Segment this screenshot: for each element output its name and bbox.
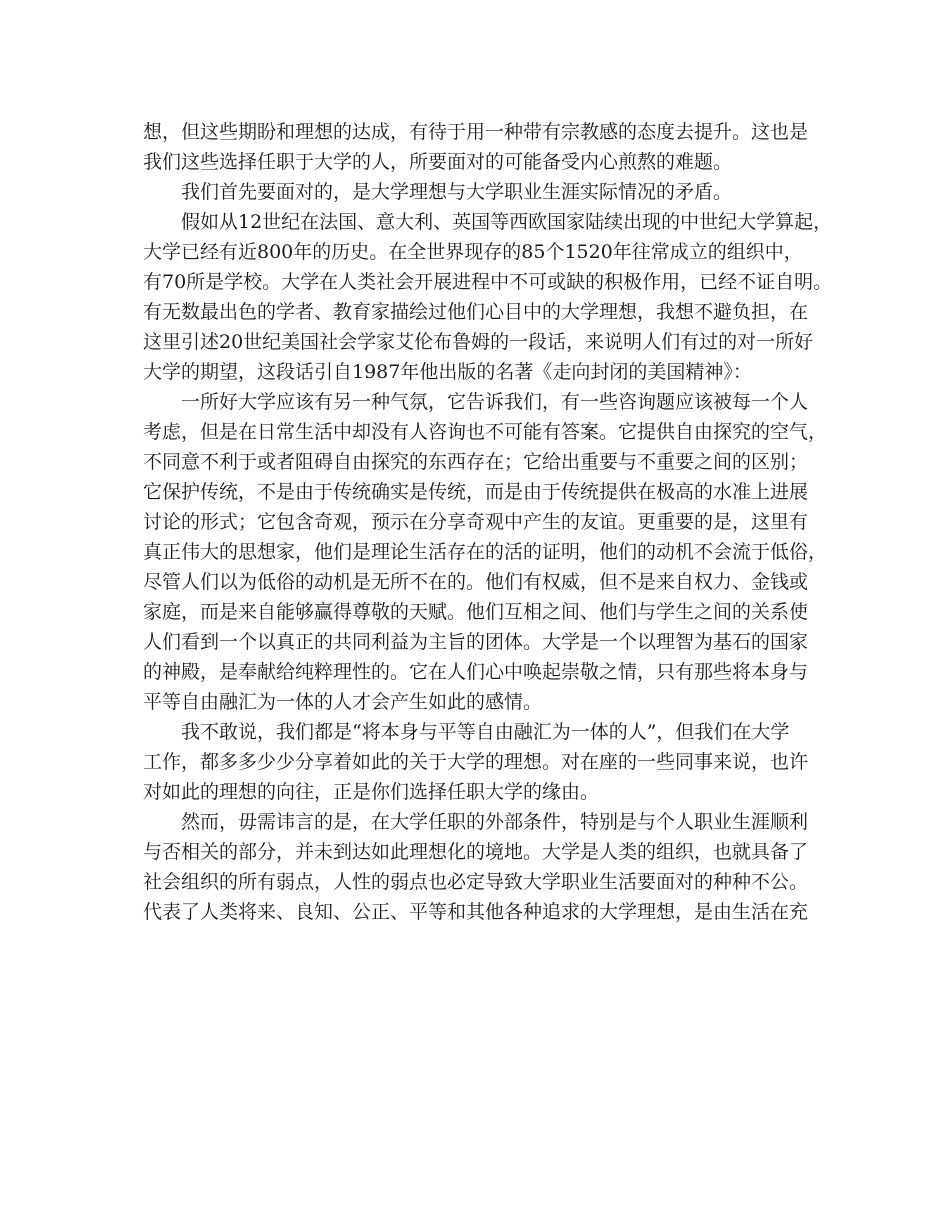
text-line: 我不敢说，我们都是“将本身与平等自由融汇为一体的人”，但我们在大学 bbox=[181, 721, 790, 743]
text-line: 讨论的形式；它包含奇观，预示在分享奇观中产生的友谊。更重要的是，这里有 bbox=[143, 511, 809, 533]
text-line: 人们看到一个以真正的共同利益为主旨的团体。大学是一个以理智为基石的国家 bbox=[143, 631, 809, 653]
text-line: 工作，都多多少少分享着如此的关于大学的理想。对在座的一些同事来说，也许 bbox=[143, 751, 809, 773]
text-line: 有无数最出色的学者、教育家描绘过他们心目中的大学理想，我想不避负担，在 bbox=[143, 301, 809, 323]
text-line: 然而，毋需讳言的是，在大学任职的外部条件，特别是与个人职业生涯顺利 bbox=[181, 811, 809, 833]
text-line: 大学已经有近800年的历史。在全世界现存的85个1520年往常成立的组织中， bbox=[143, 241, 803, 263]
text-line: 家庭，而是来自能够赢得尊敬的天赋。他们互相之间、他们与学生之间的关系使 bbox=[143, 601, 809, 623]
document-body bbox=[143, 117, 833, 927]
text-line: 代表了人类将来、良知、公正、平等和其他各种追求的大学理想，是由生活在充 bbox=[143, 901, 809, 923]
text-line: 考虑，但是在日常生活中却没有人咨询也不可能有答案。它提供自由探究的空气， bbox=[143, 421, 828, 443]
text-line: 这里引述20世纪美国社会学家艾伦布鲁姆的一段话，来说明人们有过的对一所好 bbox=[143, 331, 814, 353]
text-line: 的神殿，是奉献给纯粹理性的。它在人们心中唤起崇敬之情，只有那些将本身与 bbox=[143, 661, 809, 683]
text-line: 假如从12世纪在法国、意大利、英国等西欧国家陆续出现的中世纪大学算起， bbox=[181, 211, 833, 233]
text-line: 不同意不利于或者阻碍自由探究的东西存在；它给出重要与不重要之间的区别； bbox=[143, 451, 809, 473]
text-line: 想，但这些期盼和理想的达成，有待于用一种带有宗教感的态度去提升。这也是 bbox=[143, 121, 809, 143]
text-line: 大学的期望，这段话引自1987年他出版的名著《走向封闭的美国精神》： bbox=[143, 361, 752, 383]
text-line: 我们这些选择任职于大学的人，所要面对的可能备受内心煎熬的难题。 bbox=[143, 151, 733, 173]
text-line: 我们首先要面对的，是大学理想与大学职业生涯实际情况的矛盾。 bbox=[181, 181, 733, 203]
text-line: 社会组织的所有弱点，人性的弱点也必定导致大学职业生活要面对的种种不公。 bbox=[143, 871, 809, 893]
text-line: 一所好大学应该有另一种气氛，它告诉我们，有一些咨询题应该被每一个人 bbox=[181, 391, 809, 413]
text-line: 有70所是学校。大学在人类社会开展进程中不可或缺的积极作用，已经不证自明。 bbox=[143, 271, 833, 293]
text-line: 对如此的理想的向往，正是你们选择任职大学的缘由。 bbox=[143, 781, 600, 803]
text-line: 尽管人们以为低俗的动机是无所不在的。他们有权威，但不是来自权力、金钱或 bbox=[143, 571, 809, 593]
text-line: 它保护传统，不是由于传统确实是传统，而是由于传统提供在极高的水准上进展 bbox=[143, 481, 809, 503]
text-line: 与否相关的部分，并未到达如此理想化的境地。大学是人类的组织，也就具备了 bbox=[143, 841, 809, 863]
text-line: 真正伟大的思想家，他们是理论生活存在的活的证明，他们的动机不会流于低俗， bbox=[143, 541, 828, 563]
text-line: 平等自由融汇为一体的人才会产生如此的感情。 bbox=[143, 691, 543, 713]
